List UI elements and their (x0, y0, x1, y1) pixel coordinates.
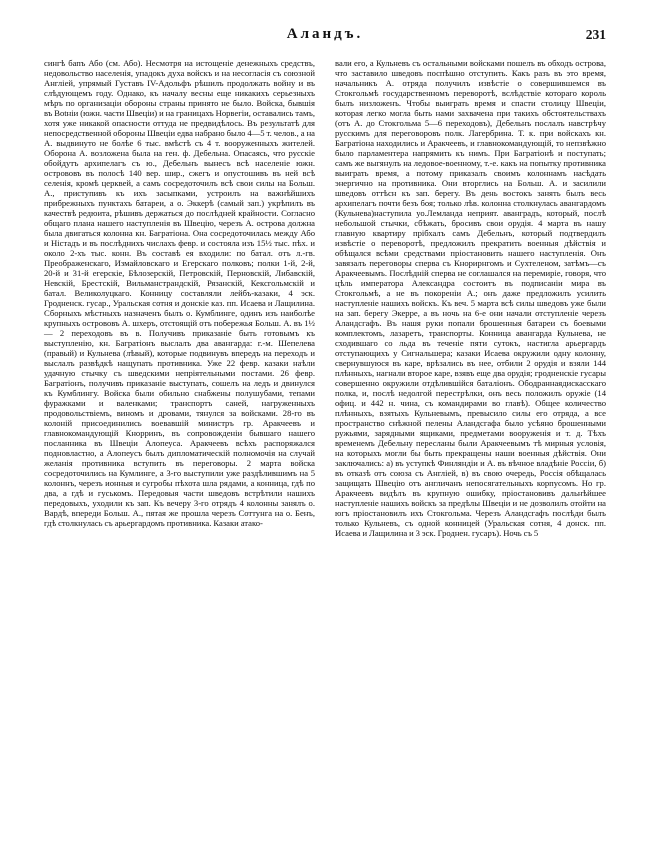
paragraph: сингѣ бапъ Або (см. Або). Несмотря на истощеніе денежныхъ средствъ, недовольство населенія, упадокъ духа войскъ и на несогласія съ союзной Англіей, упрямый Густавъ IV-Адольфъ рѣшилъ продолжать войну и въ слѣдующемъ году. Однако, къ началу весны еще никакихъ серьезныхъ мѣръ по организаціи обороны страны принято не было. Войска, бывшія въ Botнiи (южн. части Швеціи) и на границахъ Норвегіи, оставались тамъ, хотя уже никакой опасности оттуда не предвидѣлось. Въ результатѣ для непосредственной обороны Швеціи едва набрано было 4—5 т. челов., а на А. выдвинуто не болѣе 6 тыс. вмѣстѣ съ 4 т. вооруженныхъ жителей. Оборона А. возложена была на ген. ф. Дебельна. Опасаясь, что русскіе обойдутъ архипелагъ съ ю., Дебельнъ вынесъ всѣ наcеленіе южн. острововъ въ полосѣ 140 вер. шир., сжегъ и опустошивъ въ ней всѣ селенія, кромѣ церквей, а самъ сосредоточилъ всѣ свои силы на Больш. А., приступивъ къ ихъ засыпками, устроилъ на важнѣйшихъ прибрежныхъ пунктахъ батареи, а о. Эккерѣ (самый зап.) укрѣпилъ въ качествѣ редюита, рѣшивъ держаться до послѣдней крайности. Согласно общаго плана нашего наступленія въ Швецію, черезъ А. острова должна была двигаться колонна кн. Багратіона. Она сосредоточилась между Або и Ністадъ и въ послѣднихъ числахъ февр. и состояла изъ 15½ тыс. пѣх. и около 2-хъ тыс. конн. Въ составѣ ея входили: по батал. отъ л.-гв. Преображенскаго, Измайловскаго и Егерскаго полковъ; полки 1-й, 2-й, 20-й и 31-й егерскіе, Бѣлозерскій, Петровскій, Перновскій, Либавскій, Невскій, Брестскій, Вильманстрандскій, Рязанскій, Кексгольмскій и батал. Великолуцкаго. Конницу составляли лейбъ-казаки, 4 эск. Гродненск. гусар., Уральская сотня и донскіе каз. пп. Исаева и Лащилина. Сборныхъ мѣстныхъ назначенъ былъ о. Кумблинге, одинъ изъ наиболѣе крупныхъ острововъ А. шхеръ, отстоящій отъ побережья Больш. А. въ 1½ — 2 переходовъ въ в. Получивъ приказаніе быть готовымъ къ выступленію, кн. Багратіонъ выслалъ два авангарда: г.-м. Шепелева (правый) и Кульнева (лѣвый), которые подвинувъ впередъ на переходъ и выслалъ развѣдкѣ нащупать противника. Уже 22 февр. казаки наѣли удачную стычку съ шведскими непріятельными постами. 26 февр. Багратіонъ, получивъ приказаніе выступать, сошелъ на ледъ и двинулся къ Кумблингу. Войска были обильно снабжены полушубами, тепами фуражками и валенками; транспортъ саней, нагруженныхъ продовольствіемъ, виномъ и дровами, тянулся за войсками. 28-го въ колоній присоединились воевавшій министръ гр. Аракчеевъ и главнокомандующій Кнорринъ, въ сопровожденіи бывшаго нашего посланника въ Швеціи Алопеуса. Аракчеевъ всѣхъ распоряжался подновластно, а Алопеусъ былъ дипломатическій полномочія на случай желанія противника вступить въ переговоры. 2 марта войска сосредоточились на Кумлинге, а 3-го выступили уже раздѣлившимъ на 5 колоннъ, черезъ ионныя и сугробы пѣхота шла рядами, а конница, гдѣ по два, а гдѣ и гуськомъ. Передовыя части шведовъ встрѣтили нашихъ передовыхъ, уходили къ зап. Къ вечеру 3-го отрядъ 4 колонны занялъ о. Вардѣ, впереди Больш. А., пятая же прошла черезъ Соттунга на о. Бенъ, гдѣ столкнулась съ арьергардомъ противника. Казаки атако- (44, 58, 315, 528)
column-left (44, 58, 315, 528)
text-columns (44, 58, 606, 538)
page-title: Аландъ. (286, 26, 364, 42)
page-number: 231 (585, 27, 606, 42)
column-right (335, 58, 606, 538)
page-header (44, 26, 606, 52)
paragraph: вали его, а Кульневъ съ остальными войсками пошелъ въ обходъ острова, что заставило шведовъ поспѣшно отступить. Какъ разъ въ это время, начальникъ А. отряда получилъ извѣстіе о совершившемся въ Стокгольмѣ государственномъ переворотѣ, вслѣдствіе котораго король былъ низложенъ. Чтобы выиграть время и спасти столицу Швеціи, которая легко могла быть нами захвачена при такихъ обстоятельствахъ (отъ А. до Стокгольма 5—6 переходовъ), Дебельнъ послалъ навстрѣчу русскимъ для переговоровъ полк. Лагербрина. Т. к. при войскахъ кн. Багратіона находились и Аракчеевъ, и главнокомандующій, то непзвѣжно было парламентера напрямить къ нимъ. При Багратіонѣ и поступать; самъ же выгянулъ на ледовое-военному, т.-е. какъ на попытку противника выиграть время, а потому приказалъ своимъ колоннамъ насѣдать энергично на противника. Они вторглись на Больш. А. и засилили шведовъ оттѣсн къ зап. берегу. Въ день востокъ занять былъ весь архипелагъ почти безъ боя; только лѣв. колонна столкнулась авангардомъ (Кульнева)наступила уо.Лемланда неприят. аванградъ, который, послѣ небольшой стычки, сбѣжать, бросивъ свои орудія. 4 марта въ нашу главную квартиру прібхалъ самъ Дебельнъ, который подтвердилъ извѣстіе о переворотѣ, предложилъ прекратить военныя дѣйствія и обѣщался всѣми средствами пріостановить нашего наступленія. Онъ завязалъ переговоры сперва съ Кнорирнгомъ и Сухтеленом, затѣмъ—съ Аракчеевымъ. Послѣдній сперва не соглашался на перемиріе, говоря, что цѣль императора Александра состоитъ въ подписаніи мира въ Стокгольмѣ, а не въ покореніи А.; онъ даже предложилъ усилить наступленіе нашихъ войскъ. Къ веч. 5 марта всѣ силы шведовъ уже были на зап. берегу Экерре, а въ ночь на 6-е они начали отступленіе черезъ Аландсгафъ. Въ нашя руки попали брошенныя батареи съ боевыми комплектомъ, лазаретъ, транспорты. Конница авангарда Кульнева, не сходившаго со льда въ теченіе пяти сутокъ, настигла арьергардъ отступающихъ у Сигнальшера; казаки Исаева окружили одну колонну, свернувшуюся въ каре, врѣзались въ нее, отбили 2 орудія и взяли 144 плѣнныхъ, нагнали второе каре, взявъ еще два орудія; гродненскіе гусары совершенно окружили отдѣлившійся баталіонъ. Ободраннаядискасскаго полка, и, послѣ недолгой перестрѣлки, онъ весь положилъ оружіе (14 офиц. и 442 н. чина, съ командирами во главѣ). Общее количество плѣнныхъ, взятыхъ Кульневымъ, превысило силы его отряда, а все пространство снѣжной пелены Аландсгафа было усѣяно брошенными ружьями, зарядными ящиками, предметами вооруженія и т. д. Тѣхъ временемъ Дебельну пересланы были Аракчеевымъ тѣ мирныя условія, на которыхъ могли бы быть прекращены наши военныя дѣйствія. Они заключались: а) въ уступкѣ Финляндіи и А. въ вѣчное владѣніе Россіи, б) въ отказѣ отъ союза съ Англіей, в) въ свою очередь, Россія обѣщалась защищать Швецію отъ англичанъ непосягательныхъ корпусомъ. Но гр. Аракчеевъ видѣлъ въ крупную ошибку, пріостановивъ дальнѣйшее наступленіе нашихъ войскъ за предѣлы Швеціи и не дозволилъ отойти на югъ пріостановилъ ихъ Стокгольма. Черезъ Аландсгафъ послѣди былъ только Кульневъ, съ одной конницей (Уральская сотня, 4 донск. пп. Исаева и Лащилина и 3 эск. Гроднен. гусаръ). Ночь съ 5 (335, 58, 606, 538)
